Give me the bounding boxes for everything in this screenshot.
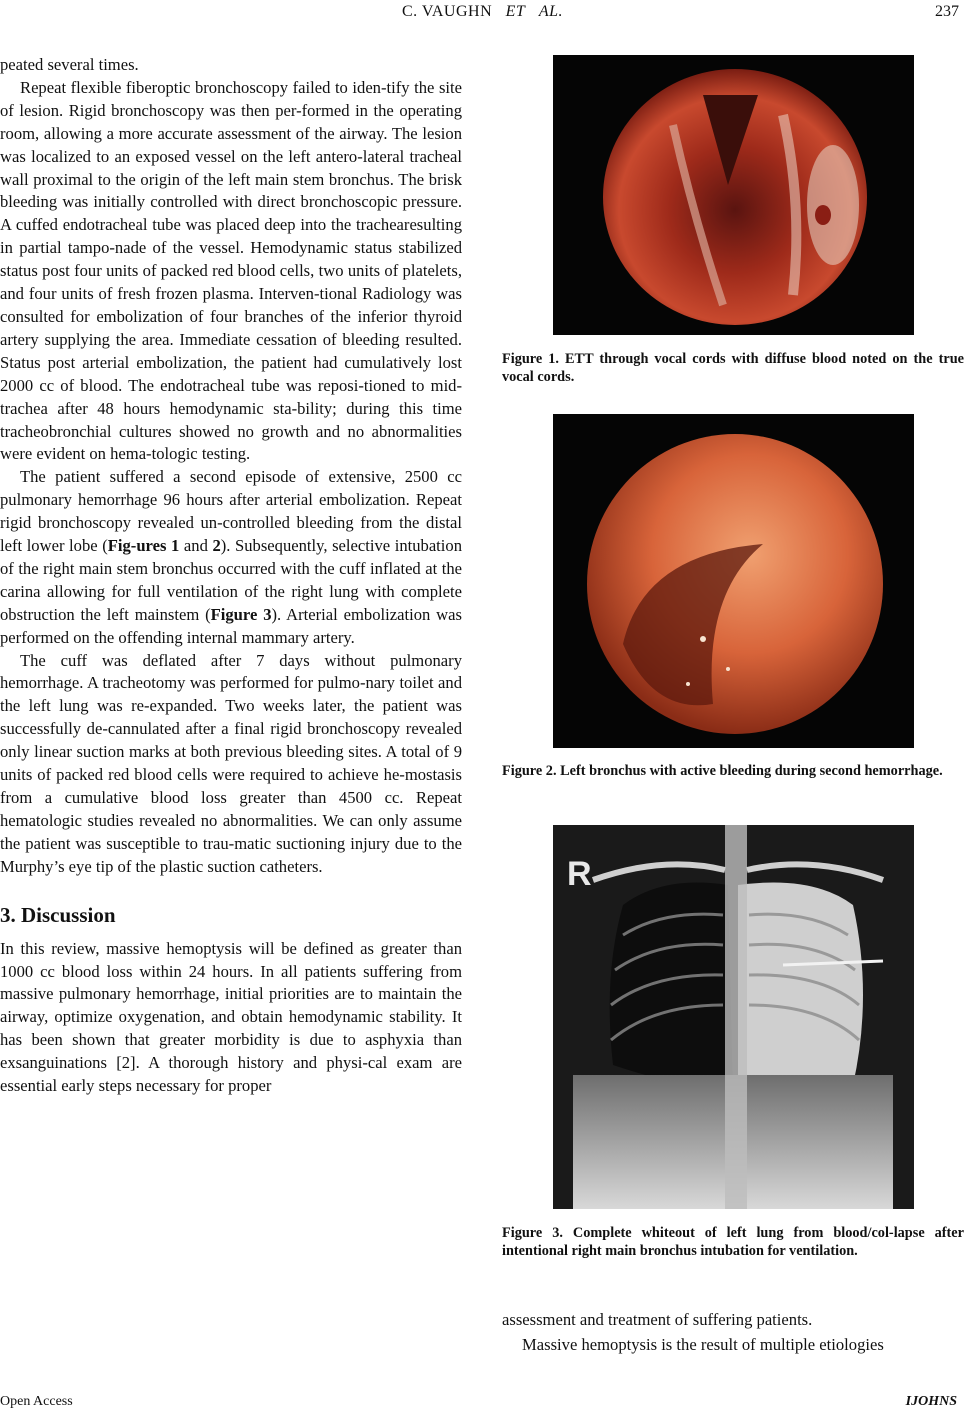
page-header xyxy=(0,0,965,30)
footer-open-access: Open Access xyxy=(0,1394,73,1409)
figure-ref-2[interactable]: 2 xyxy=(212,536,221,556)
xray-r-marker: R xyxy=(567,855,592,893)
figure-2-image xyxy=(553,414,914,748)
figure-1-endoscopy-graphic xyxy=(553,55,914,335)
paragraph-second-episode-c: ). Arterial embolization was performed on the offending internal mammary artery. xyxy=(0,604,462,647)
paragraph-second-episode xyxy=(0,466,462,649)
figure-2-endoscopy-graphic xyxy=(553,414,914,748)
running-title xyxy=(0,3,965,21)
footer-journal: IJOHNS xyxy=(905,1394,957,1409)
right-paragraph-etiologies: Massive hemoptysis is the result of multiple etiologies xyxy=(522,1335,884,1354)
right-paragraph-end: assessment and treatment of suffering patients. xyxy=(502,1310,813,1329)
figure-3-image xyxy=(553,825,914,1209)
paragraph-cuff-deflated: The cuff was deflated after 7 days without pulmonary hemorrhage. A tracheotomy was performed for pulmo-nary toilet and the left lung was re-expanded. Two weeks later, the patient was successfully de-cannulated after a final rigid bronchoscopy revealed only linear suction marks at both previous bleeding sites. A total of 9 units of packed red blood cells were required to achieve he-mostasis from a cumulative blood loss greater than 4500 cc. Repeat hematologic studies revealed no abnormalities. We can only assume the patient was susceptible to trau-matic suctioning injury due to the Murphy’s eye tip of the plastic suction catheters. xyxy=(0,650,462,876)
paragraph-continued: peated several times. xyxy=(0,55,139,74)
section-heading-discussion: 3. Discussion xyxy=(0,902,116,927)
paragraph-discussion: In this review, massive hemoptysis will be defined as greater than 1000 cc blood loss within 24 hours. In all patients suffering from massive pulmonary hemorrhage, initial priorities are to maintain the airway, optimize oxygenation, and obtain hemodynamic stability. It has been shown that greater morbidity is due to asphyxia than exsanguinations [2]. A thorough history and physi-cal exam are essential early steps necessary for proper xyxy=(0,938,462,1096)
figure-1-image xyxy=(553,55,914,335)
paragraph-and: and xyxy=(179,536,213,556)
paragraph-second-episode-a: The patient suffered a second episode of extensive, 2500 cc pulmonary hemorrhage 96 hours after arterial embolization. Repeat rigid bronchoscopy revealed un-controlled bleeding from the distal left lower lobe ( xyxy=(0,467,462,556)
page-footer xyxy=(0,1394,965,1414)
running-title-et: ET xyxy=(505,3,526,20)
running-title-authors: C. VAUGHN xyxy=(402,3,493,20)
figure-2-caption: Figure 2. Left bronchus with active bleeding during second hemorrhage. xyxy=(502,763,943,779)
figure-1-caption: Figure 1. ETT through vocal cords with diffuse blood noted on the true vocal cords. xyxy=(502,351,964,385)
page-number: 237 xyxy=(935,3,959,20)
paragraph-second-episode-b: ). Subsequently, selective intubation of the right main stem bronchus occurred with the cuff inflated at the carina allowing for full ventilation of the right lung with complete obstruction the left mainstem ( xyxy=(0,536,462,624)
figure-ref-1[interactable]: Fig-ures 1 xyxy=(107,536,180,556)
left-column xyxy=(0,54,462,1098)
running-title-al: AL. xyxy=(538,3,563,20)
figure-3-caption: Figure 3. Complete whiteout of left lung from blood/col-lapse after intentional right main bronchus intubation for ventilation. xyxy=(502,1225,964,1259)
figure-ref-3[interactable]: Figure 3 xyxy=(210,604,272,624)
figure-3-xray-graphic xyxy=(553,825,914,1209)
paragraph-bronchoscopy: Repeat flexible fiberoptic bronchoscopy failed to iden-tify the site of lesion. Rigid bronchoscopy was then per-formed in the operating room, allowing a more accurate assessment of the airway. The lesion was localized to an exposed vessel on the left antero-lateral tracheal wall proximal to the origin of the left main stem bronchus. The brisk bleeding was initially controlled with direct bronchoscopic pressure. A cuffed endotracheal tube was placed deep into the trachearesulting in partial tampo-nade of the vessel. Hemodynamic status stabilized status post four units of packed red blood cells, two units of platelets, and four units of fresh frozen plasma. Interven-tional Radiology was consulted for embolization of four branches of the inferior thyroid artery supplying the area. Immediate cessation of bleeding resulted. Status post arterial embolization, the patient had cumulatively lost 2000 cc of blood. The endotracheal tube was reposi-tioned to mid-trachea after 48 hours hemodynamic sta-bility; during this time tracheobronchial cultures showed no growth and no abnormalities were evident on hema-tologic testing. xyxy=(0,77,462,464)
